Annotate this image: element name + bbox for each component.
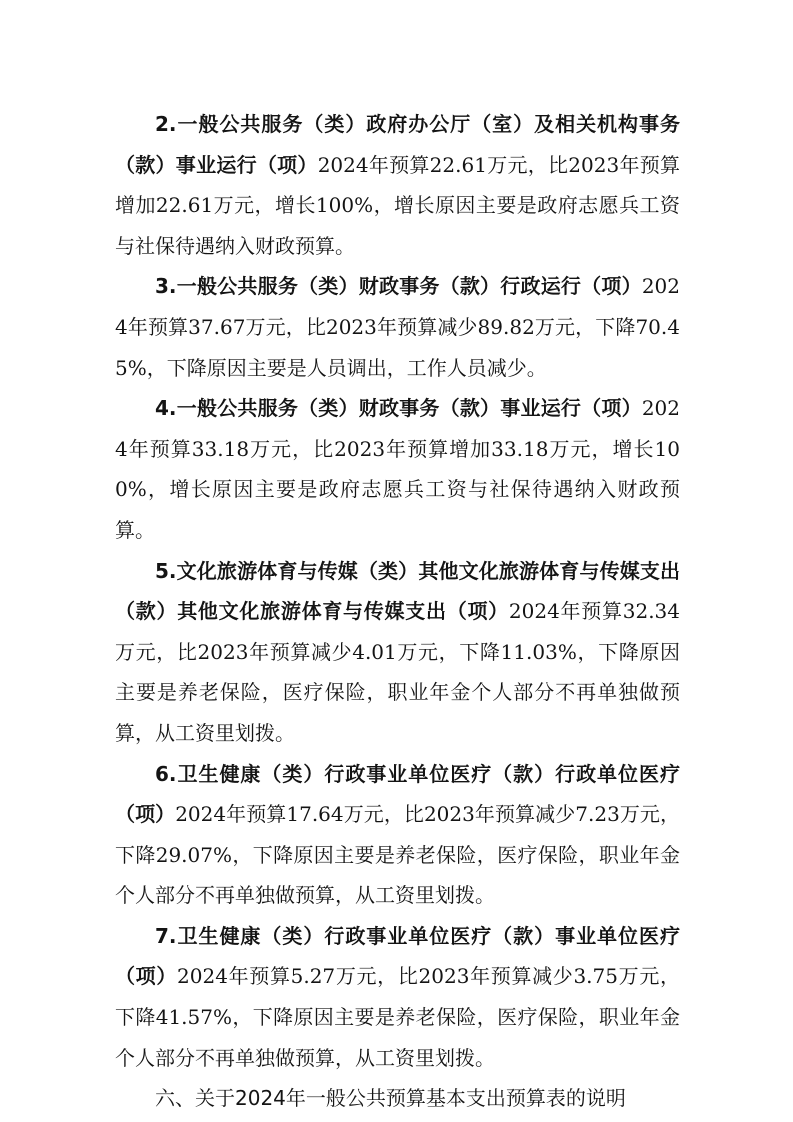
paragraph-item-4 (115, 388, 680, 550)
paragraph-body: 2024年预算5.27万元，比2023年预算减少3.75万元，下降41.57%，下降原因主要是养老保险，医疗保险，职业年金个人部分不再单独做预算，从工资里划拨。 (115, 964, 681, 1070)
section-heading: 六、关于2024年一般公共预算基本支出预算表的说明 (155, 1086, 626, 1111)
paragraph-item-5 (115, 551, 680, 754)
paragraph-item-2 (115, 104, 680, 266)
paragraph-body: 2024年预算33.18万元，比2023年预算增加33.18万元，增长100%，增长原因主要是政府志愿兵工资与社保待遇纳入财政预算。 (115, 396, 680, 542)
paragraph-body: 2024年预算17.64万元，比2023年预算减少7.23万元，下降29.07%，下降原因主要是养老保险，医疗保险，职业年金个人部分不再单独做预算，从工资里划拨。 (115, 802, 680, 908)
document-page (115, 104, 680, 1119)
paragraph-item-6 (115, 754, 680, 916)
paragraph-lead: 4.一般公共服务（类）财政事务（款）事业运行（项） (155, 396, 642, 421)
paragraph-lead: 2.一般公共服务（类）政府办公厅（室）及相关机构事务（款）事业运行（项） (115, 112, 680, 177)
paragraph-lead: 5.文化旅游体育与传媒（类）其他文化旅游体育与传媒支出（款）其他文化旅游体育与传媒支出（项） (115, 558, 680, 624)
paragraph-body: 2024年预算22.61万元，比2023年预算增加22.61万元，增长100%，增长原因主要是政府志愿兵工资与社保待遇纳入财政预算。 (115, 152, 680, 258)
paragraph-lead: 7.卫生健康（类）行政事业单位医疗（款）事业单位医疗（项） (115, 923, 680, 989)
paragraph-lead: 6.卫生健康（类）行政事业单位医疗（款）行政单位医疗（项） (115, 761, 680, 827)
paragraph-body: 2024年预算32.34万元，比2023年预算减少4.01万元，下降11.03%，下降原因主要是养老保险，医疗保险，职业年金个人部分不再单独做预算，从工资里划拨。 (115, 599, 681, 745)
paragraph-lead: 3.一般公共服务（类）财政事务（款）行政运行（项） (155, 274, 642, 299)
paragraph-item-3 (115, 266, 680, 388)
paragraph-item-7 (115, 916, 680, 1078)
paragraph-body: 2024年预算37.67万元，比2023年预算减少89.82万元，下降70.45%，下降原因主要是人员调出，工作人员减少。 (115, 274, 680, 380)
